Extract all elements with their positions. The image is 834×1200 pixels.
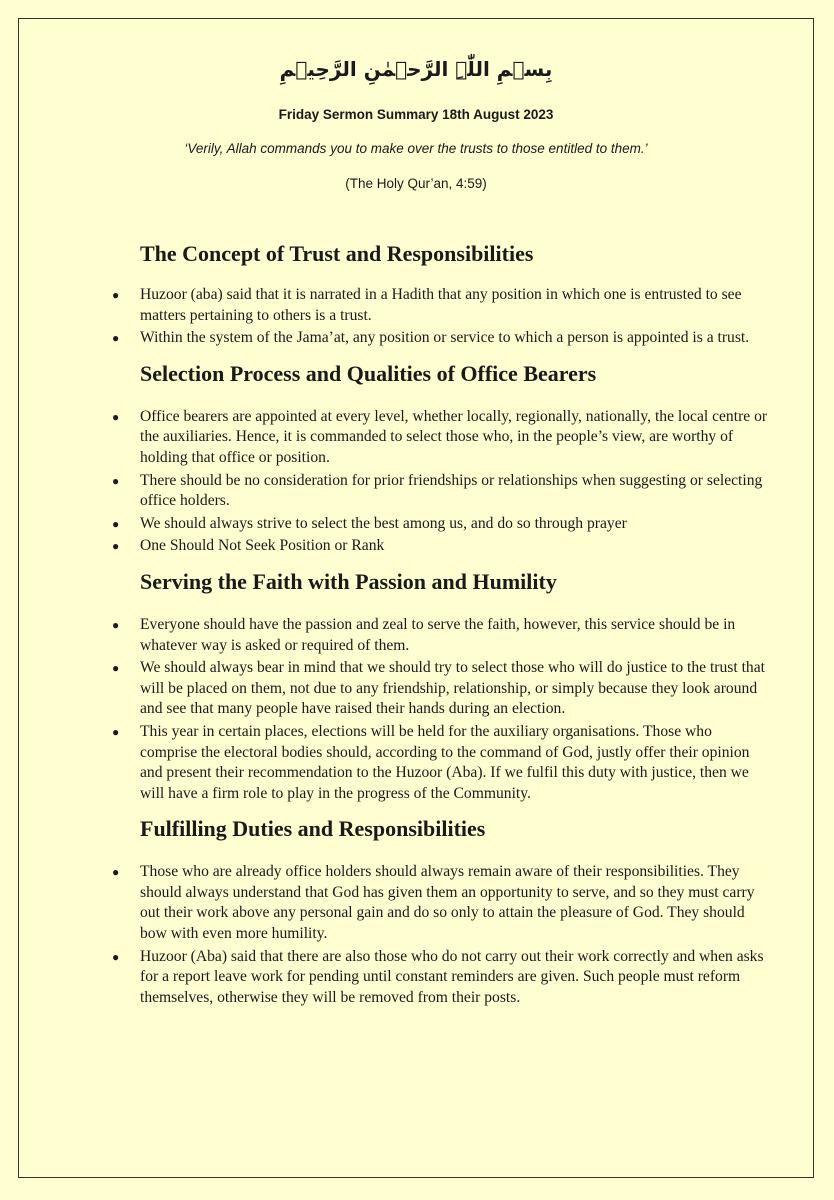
list-item: ● We should always strive to select the best among us, and do so through prayer xyxy=(19,514,813,535)
list-item: ● There should be no consideration for prior friendships or relationships when suggesting or selecting office holders. xyxy=(112,471,763,510)
verse-reference: (The Holy Qur’an, 4:59) xyxy=(345,176,487,191)
section-selection xyxy=(19,359,813,557)
bullet-icon: ● xyxy=(112,473,120,488)
list-item: ● This year in certain places, elections will be held for the auxiliary organisations. Those who comprise the electoral bodies should, according to the command of God, justly offer their opinion and present their recommendation to the Huzoor (Aba). If we fulfil this duty with justice, then we will have a firm role to play in the progress of the Community. xyxy=(112,722,750,802)
bullet-icon: ● xyxy=(112,288,120,302)
section-heading: Selection Process and Qualities of Office Bearers xyxy=(140,360,597,386)
bullet-icon: ● xyxy=(112,617,120,632)
section-serving-faith xyxy=(19,567,813,804)
sermon-content xyxy=(19,231,813,1010)
list-item: ● Within the system of the Jama’at, any position or service to which a person is appointed is a trust. xyxy=(19,328,813,349)
bullet-icon: ● xyxy=(112,661,120,676)
list-item: ● Those who are already office holders should always remain aware of their responsibilities. They should always understand that God has given them an opportunity to serve, and so they must carry out their work above any personal gain and do so only to attain the pleasure of God. They should bow with even more humility. xyxy=(112,863,755,943)
bullet-list xyxy=(19,862,813,1008)
section-heading: Serving the Faith with Passion and Humility xyxy=(140,568,557,594)
bullet-list xyxy=(19,407,813,557)
document-title: Friday Sermon Summary 18th August 2023 xyxy=(278,107,554,122)
section-duties xyxy=(19,814,813,1008)
bismillah-calligraphy: بِسۡمِ اللّٰہِ الرَّحۡمٰنِ الرَّحِیۡمِ xyxy=(279,57,553,81)
bullet-icon: ● xyxy=(112,409,120,424)
section-trust xyxy=(19,239,813,349)
list-item: ● Huzoor (aba) said that it is narrated in a Hadith that any position in which one is entrusted to see matters pertaining to others is a trust. xyxy=(112,286,742,324)
list-item: ● We should always bear in mind that we should try to select those who will do justice to the trust that will be placed on them, not due to any friendship, relationship, or simply because they look around and see that many people have raised their hands during an election. xyxy=(112,659,765,718)
bullet-icon: ● xyxy=(112,724,120,739)
list-item: ● Huzoor (Aba) said that there are also those who do not carry out their work correctly and when asks for a report leave work for pending until constant reminders are given. Such people must reform themselves, otherwise they will be removed from their posts. xyxy=(112,947,764,1006)
section-heading: The Concept of Trust and Responsibilities xyxy=(140,241,534,266)
list-item: ● One Should Not Seek Position or Rank xyxy=(19,536,813,557)
bullet-list xyxy=(19,285,813,349)
bullet-icon: ● xyxy=(112,949,120,964)
section-heading: Fulfilling Duties and Responsibilities xyxy=(140,816,486,842)
list-item: ● Everyone should have the passion and zeal to serve the faith, however, this service should be in whatever way is asked or required of them. xyxy=(112,615,736,654)
document-page xyxy=(18,18,814,1178)
quran-verse: ‘Verily, Allah commands you to make over the trusts to those entitled to them.’ xyxy=(184,141,648,156)
list-item: ● Office bearers are appointed at every level, whether locally, regionally, nationally, the local centre or the auxiliaries. Hence, it is commanded to select those who, in the people’s view, are worthy of holding that office or position. xyxy=(112,407,768,466)
bullet-icon: ● xyxy=(112,865,120,880)
bullet-icon: ● xyxy=(112,331,120,346)
bullet-icon: ● xyxy=(112,539,120,554)
bullet-icon: ● xyxy=(112,516,120,531)
bullet-list xyxy=(19,615,813,804)
